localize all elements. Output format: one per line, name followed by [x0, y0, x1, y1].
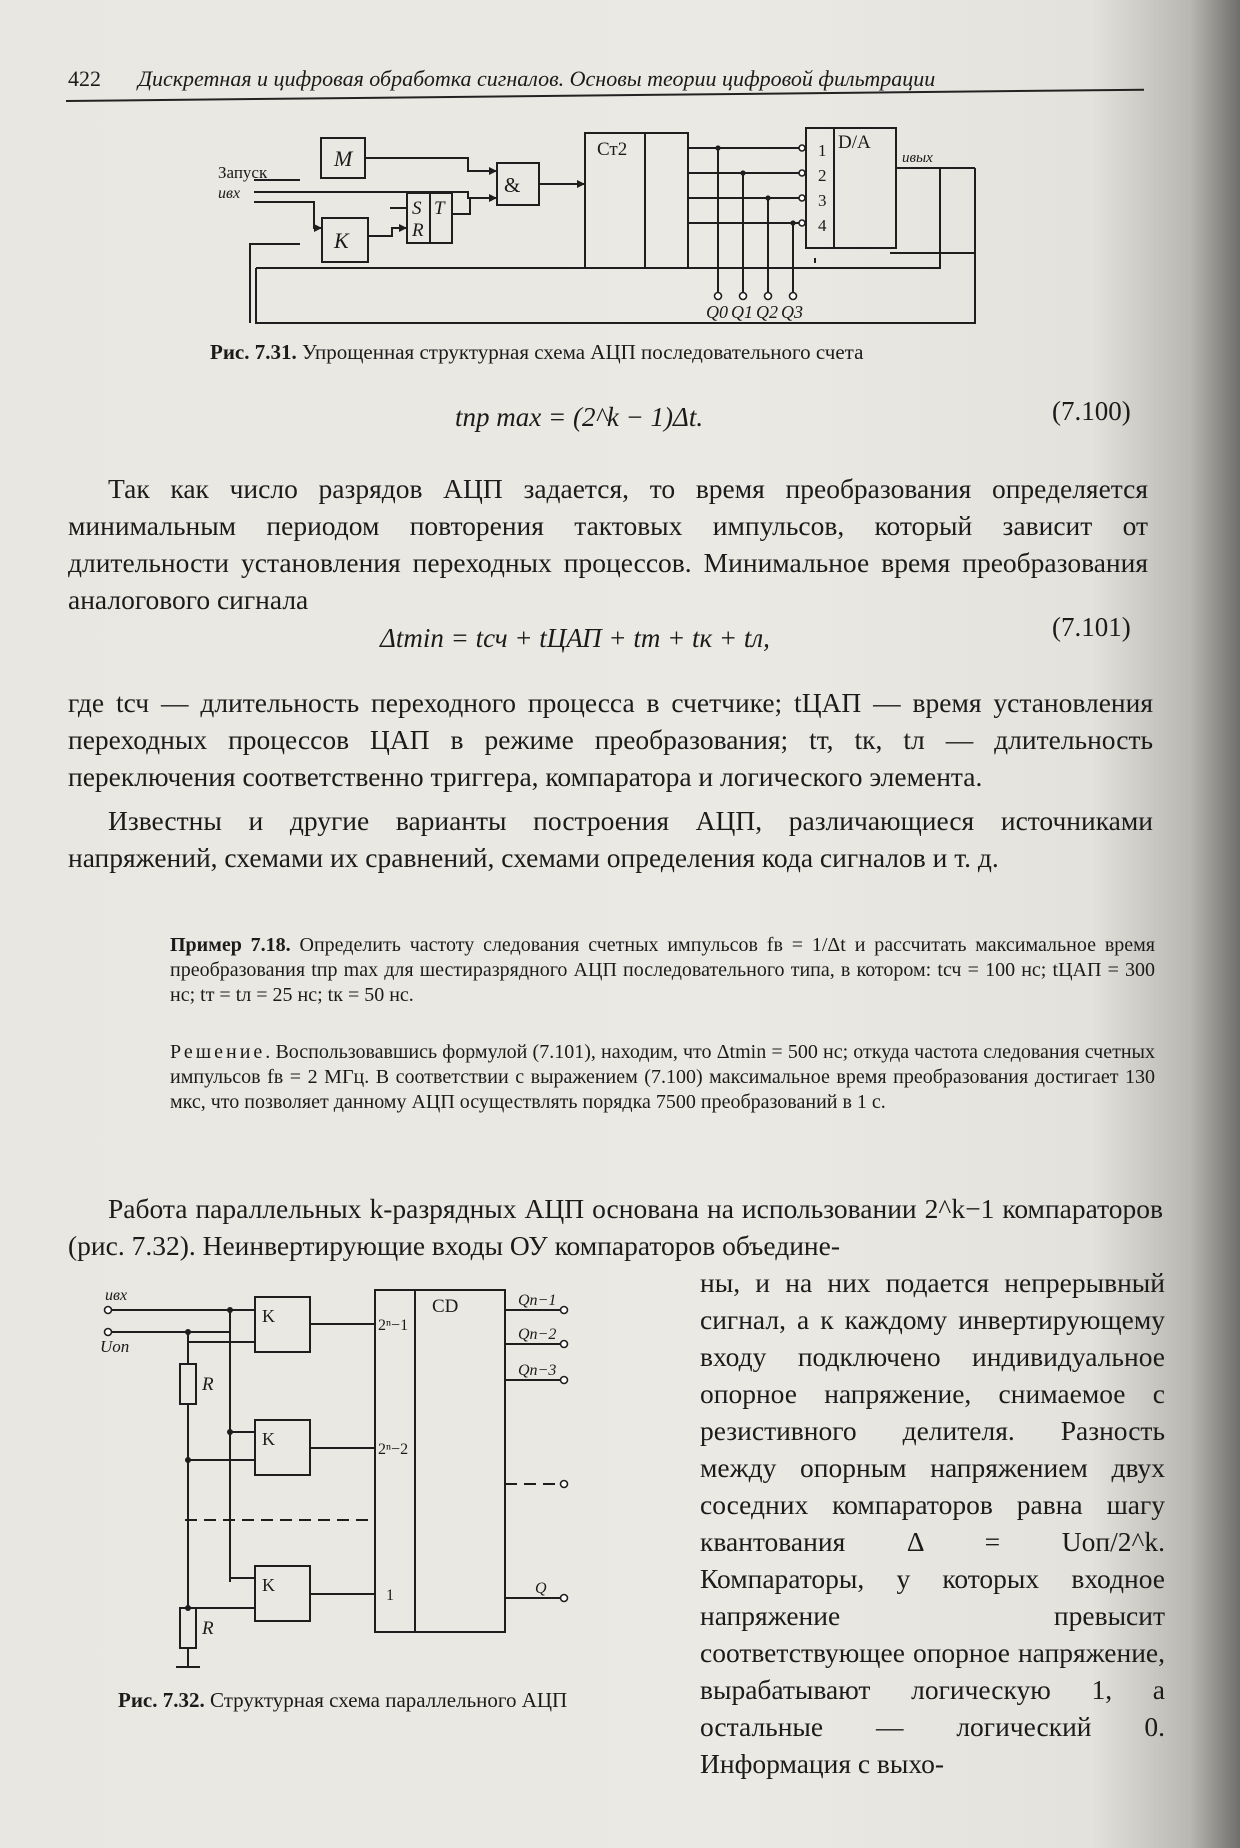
label-r-top: R	[202, 1374, 214, 1395]
example-7-18	[170, 933, 1155, 1008]
running-header	[68, 66, 1138, 92]
label-in2: 2ⁿ−2	[378, 1441, 409, 1458]
paragraph-4-top: Работа параллельных k-разрядных АЦП основана на использовании 2^k−1 компараторов (рис. 7.32). Неинвертирующие входы ОУ компараторов объедине-	[68, 1193, 1163, 1261]
figure-7-32-caption	[118, 1688, 567, 1713]
label-k3: K	[262, 1575, 275, 1595]
label-m: M	[334, 146, 353, 171]
equation-7-100: tпр max = (2^k − 1)Δt.	[455, 402, 704, 432]
label-uin: uвх	[105, 1287, 128, 1304]
page-number: 422	[68, 66, 101, 91]
label-ct2: Ст2	[597, 139, 628, 160]
equation-7-101: Δtmin = tсч + tЦАП + tт + tк + tл,	[380, 623, 770, 653]
figure-7-32-diagram	[90, 1272, 690, 1672]
label-k: K	[334, 228, 349, 253]
label-start: Запуск	[218, 163, 268, 182]
label-uin: uвх	[218, 185, 241, 202]
equation-7-100-number: (7.100)	[1052, 396, 1131, 426]
label-s: S	[412, 198, 422, 219]
equation-7-101-number: (7.101)	[1052, 612, 1131, 642]
label-p3: 3	[818, 191, 827, 210]
label-q2: Q2	[756, 302, 778, 322]
figure-7-31-diagram	[218, 118, 980, 328]
example-title: Пример 7.18.	[170, 934, 291, 956]
label-q1: Q1	[731, 302, 753, 322]
caption-number-2: Рис. 7.32.	[118, 1688, 205, 1712]
caption-text: Упрощенная структурная схема АЦП последовательного счета	[302, 340, 864, 364]
paragraph-1: Так как число разрядов АЦП задается, то время преобразования определяется минимальным периодом повторения тактовых импульсов, который зависит от длительности установления переходных процессов. Минимальное время преобразования аналогового сигнала	[68, 473, 1148, 615]
paragraph-4-side: ны, и на них подается непрерывный сигнал, а к каждому инвертирующему входу подключено индивидуальное опорное напряжение, снимаемое с резистивного делителя. Разность между опорным напряжением двух соседних компараторов равна шагу квантования Δ = Uоп/2^k. Компараторы, у которых входное напряжение превысит соответствующее опорное напряжение, вырабатывают логическую 1, а остальные — логический 0. Информация с выхо-	[700, 1267, 1165, 1779]
label-cd: CD	[432, 1296, 459, 1317]
label-da: D/A	[838, 132, 871, 153]
label-in3: 1	[386, 1587, 394, 1604]
label-q3: Q3	[781, 302, 803, 322]
figure-7-31-caption	[210, 340, 863, 365]
label-o2: Qn−2	[518, 1326, 557, 1343]
label-r: R	[412, 220, 424, 241]
label-r-bottom: R	[202, 1618, 214, 1639]
label-in1: 2ⁿ−1	[378, 1317, 409, 1334]
running-title: Дискретная и цифровая обработка сигналов. Основы теории цифровой фильтрации	[138, 66, 936, 91]
label-k1: K	[262, 1306, 275, 1326]
label-uref: Uоп	[100, 1337, 130, 1356]
label-p2: 2	[818, 166, 827, 185]
label-umax: uвых	[902, 150, 933, 166]
label-o3: Qn−3	[518, 1362, 557, 1379]
label-p1: 1	[818, 141, 827, 160]
label-q0: Q0	[706, 302, 728, 322]
solution-text: . Воспользовавшись формулой (7.101), находим, что Δtmin = 500 нс; откуда частота следования счетных импульсов fв = 2 МГц. В соответствии с выражением (7.100) максимальное время преобразования достигает 130 мкс, что позволяет данному АЦП осуществлять порядка 7500 преобразований в 1 с.	[170, 1041, 1155, 1113]
label-o4: Q	[535, 1580, 547, 1597]
solution-title: Решение	[170, 1041, 266, 1063]
label-and: &	[504, 173, 521, 197]
caption-text-2: Структурная схема параллельного АЦП	[210, 1688, 568, 1712]
paragraph-2: где tсч — длительность переходного процесса в счетчике; tЦАП — время установления переходных процессов ЦАП в режиме преобразования; tт, tк, tл — длительность переключения соответственно триггера, компаратора и логического элемента.	[68, 687, 1153, 792]
label-p4: 4	[818, 216, 827, 235]
label-k2: K	[262, 1429, 275, 1449]
encoder-block	[375, 1290, 505, 1632]
solution-block	[170, 1040, 1155, 1115]
example-text: Определить частоту следования счетных импульсов fв = 1/Δt и рассчитать максимальное время преобразования tпр max для шестиразрядного АЦП последовательного типа, в котором: tсч = 100 нс; tЦАП = 300 нс; tт = tл = 25 нс; tк = 50 нс.	[170, 934, 1155, 1006]
label-o1: Qn−1	[518, 1292, 557, 1309]
label-t: T	[434, 198, 445, 219]
paragraph-3: Известны и другие варианты построения АЦП, различающиеся источниками напряжений, схемами их сравнений, схемами определения кода сигналов и т. д.	[68, 805, 1153, 873]
caption-number: Рис. 7.31.	[210, 340, 297, 364]
